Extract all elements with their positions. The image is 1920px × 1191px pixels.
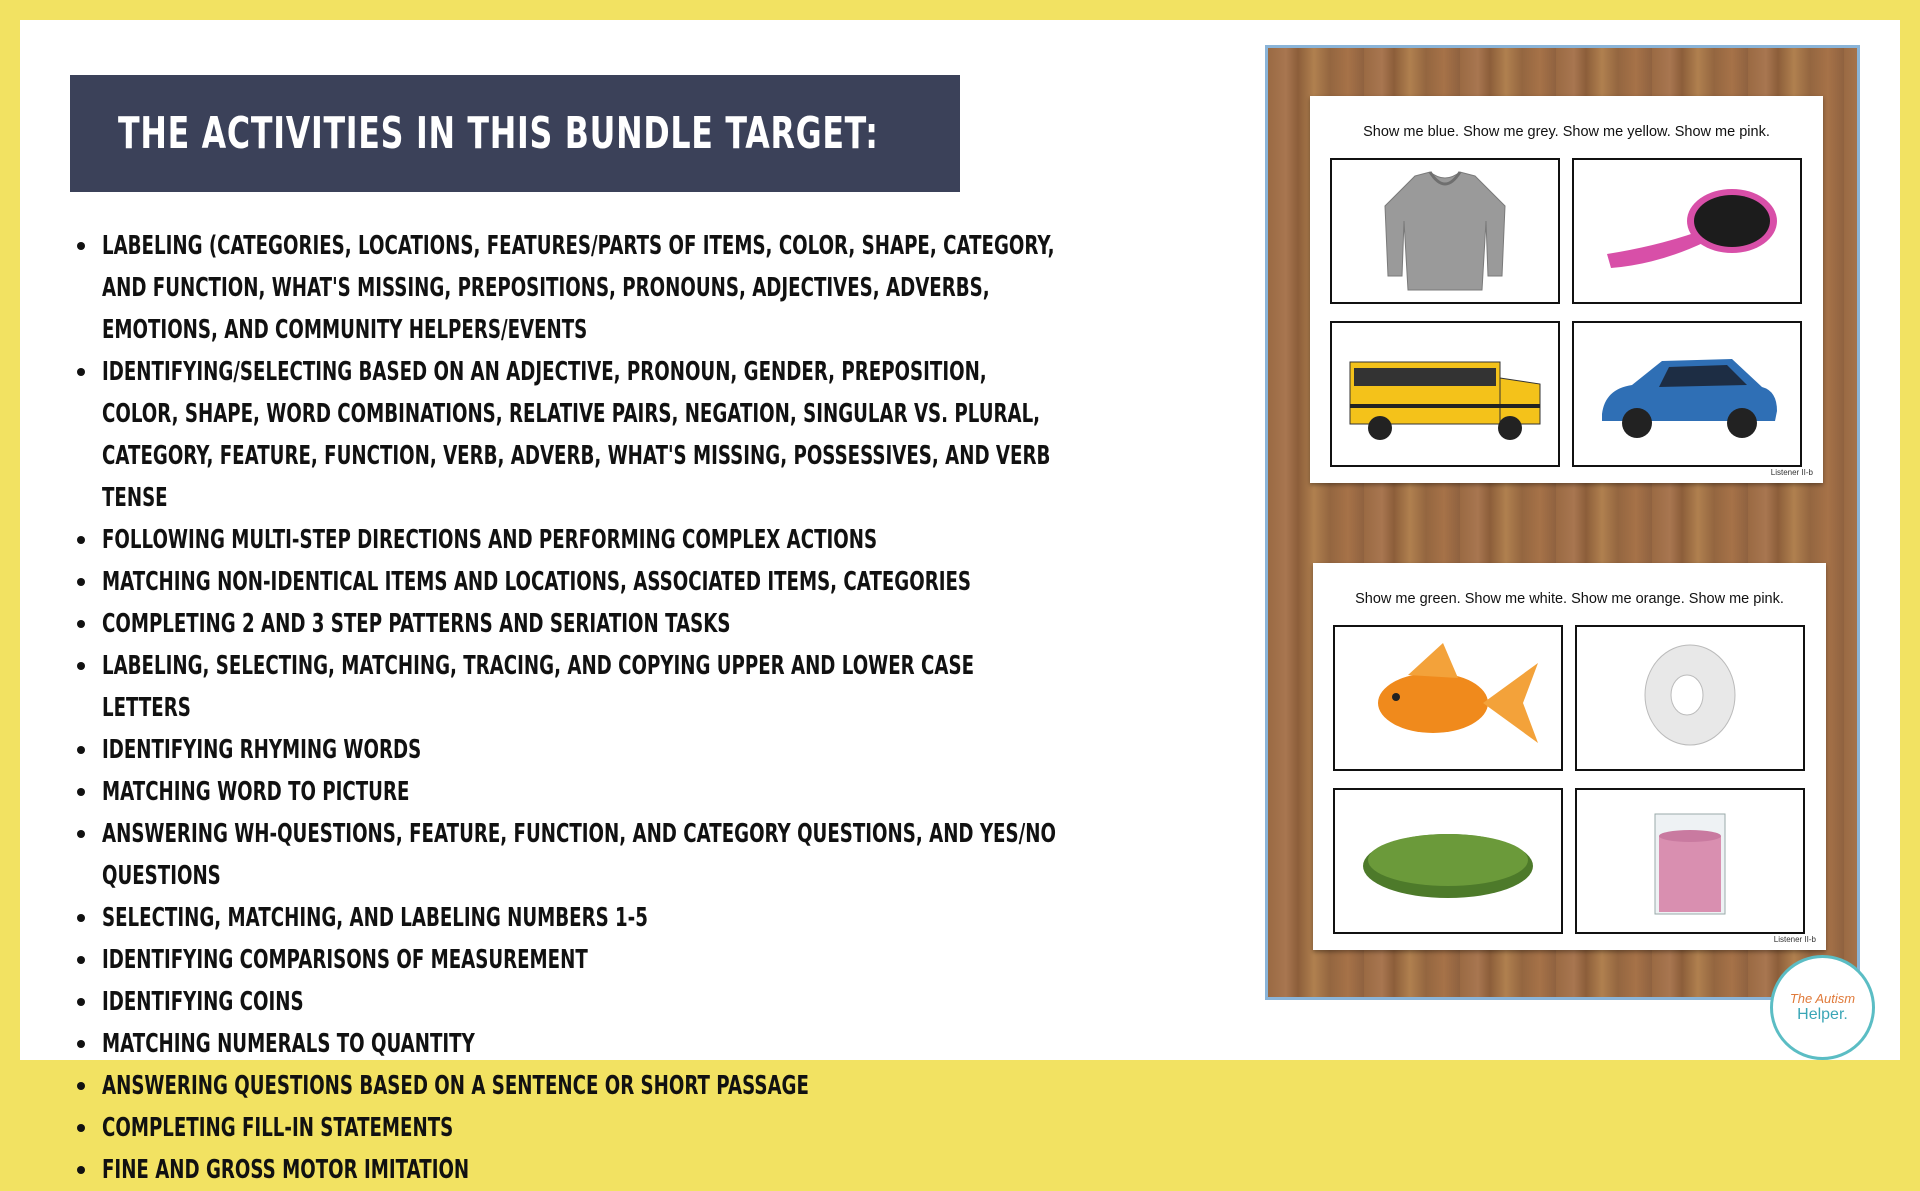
card-instruction: Show me blue. Show me grey. Show me yellow. Show me pink. [1363, 124, 1770, 140]
picture-cell [1333, 625, 1563, 771]
logo-line-1: The Autism [1789, 991, 1856, 1006]
picture-cell [1572, 321, 1802, 467]
list-item: COMPLETING FILL-IN STATEMENTS [72, 1107, 1272, 1149]
car-icon [1587, 339, 1787, 449]
list-item: IDENTIFYING COMPARISONS OF MEASUREMENT [72, 939, 1272, 981]
candle-icon [1630, 796, 1750, 926]
hairbrush-icon [1587, 176, 1787, 286]
card-instruction: Show me green. Show me white. Show me orange. Show me pink. [1355, 591, 1784, 607]
list-item: MATCHING NON-IDENTICAL ITEMS AND LOCATIONS, ASSOCIATED ITEMS, CATEGORIES [72, 561, 1272, 603]
goldfish-icon [1348, 633, 1548, 763]
list-item: FOLLOWING MULTI-STEP DIRECTIONS AND PERFORMING COMPLEX ACTIONS [72, 519, 1272, 561]
list-item: IDENTIFYING RHYMING WORDS [72, 729, 1272, 771]
list-item: ANSWERING WH-QUESTIONS, FEATURE, FUNCTION, AND CATEGORY QUESTIONS, AND YES/NO QUESTIONS [72, 813, 1272, 897]
school-bus-icon [1340, 334, 1550, 454]
product-photo [1265, 45, 1860, 1000]
card-footer: Listener II-b [1773, 935, 1816, 944]
sweater-icon [1370, 166, 1520, 296]
list-item: MATCHING NUMERALS TO QUANTITY [72, 1023, 1272, 1065]
target-list [72, 225, 1272, 1191]
task-card [1313, 563, 1826, 950]
logo-line-2: Helper. [1797, 1006, 1848, 1023]
picture-cell [1572, 158, 1802, 304]
picture-cell [1330, 321, 1560, 467]
task-card [1310, 96, 1823, 483]
list-item: FINE AND GROSS MOTOR IMITATION [72, 1149, 1272, 1191]
list-item: LABELING, SELECTING, MATCHING, TRACING, AND COPYING UPPER AND LOWER CASE LETTERS [72, 645, 1272, 729]
list-item: ANSWERING QUESTIONS BASED ON A SENTENCE OR SHORT PASSAGE [72, 1065, 1272, 1107]
list-item: MATCHING WORD TO PICTURE [72, 771, 1272, 813]
list-item: LABELING (CATEGORIES, LOCATIONS, FEATURES/PARTS OF ITEMS, COLOR, SHAPE, CATEGORY, AND FUNCTION, WHAT'S MISSING, PREPOSITIONS, PRONOUNS, ADJECTIVES, ADVERBS, EMOTIONS, AND COMMUNITY HELPERS/EVENTS [72, 225, 1272, 351]
brand-logo [1770, 955, 1875, 1060]
grass-icon [1348, 806, 1548, 916]
list-item: IDENTIFYING/SELECTING BASED ON AN ADJECTIVE, PRONOUN, GENDER, PREPOSITION, COLOR, SHAPE, WORD COMBINATIONS, RELATIVE PAIRS, NEGATION, SINGULAR VS. PLURAL, CATEGORY, FEATURE, FUNCTION, VERB, ADVERB, WHAT'S MISSING, POSSESSIVES, AND VERB TENSE [72, 351, 1272, 519]
picture-cell [1333, 788, 1563, 934]
page-title: THE ACTIVITIES IN THIS BUNDLE TARGET: [118, 108, 879, 159]
title-banner [70, 75, 960, 192]
list-item: COMPLETING 2 AND 3 STEP PATTERNS AND SERIATION TASKS [72, 603, 1272, 645]
list-item: IDENTIFYING COINS [72, 981, 1272, 1023]
picture-cell [1330, 158, 1560, 304]
list-item: SELECTING, MATCHING, AND LABELING NUMBERS 1-5 [72, 897, 1272, 939]
card-footer: Listener II-b [1770, 468, 1813, 477]
picture-cell [1575, 788, 1805, 934]
tape-icon [1615, 633, 1765, 763]
picture-cell [1575, 625, 1805, 771]
